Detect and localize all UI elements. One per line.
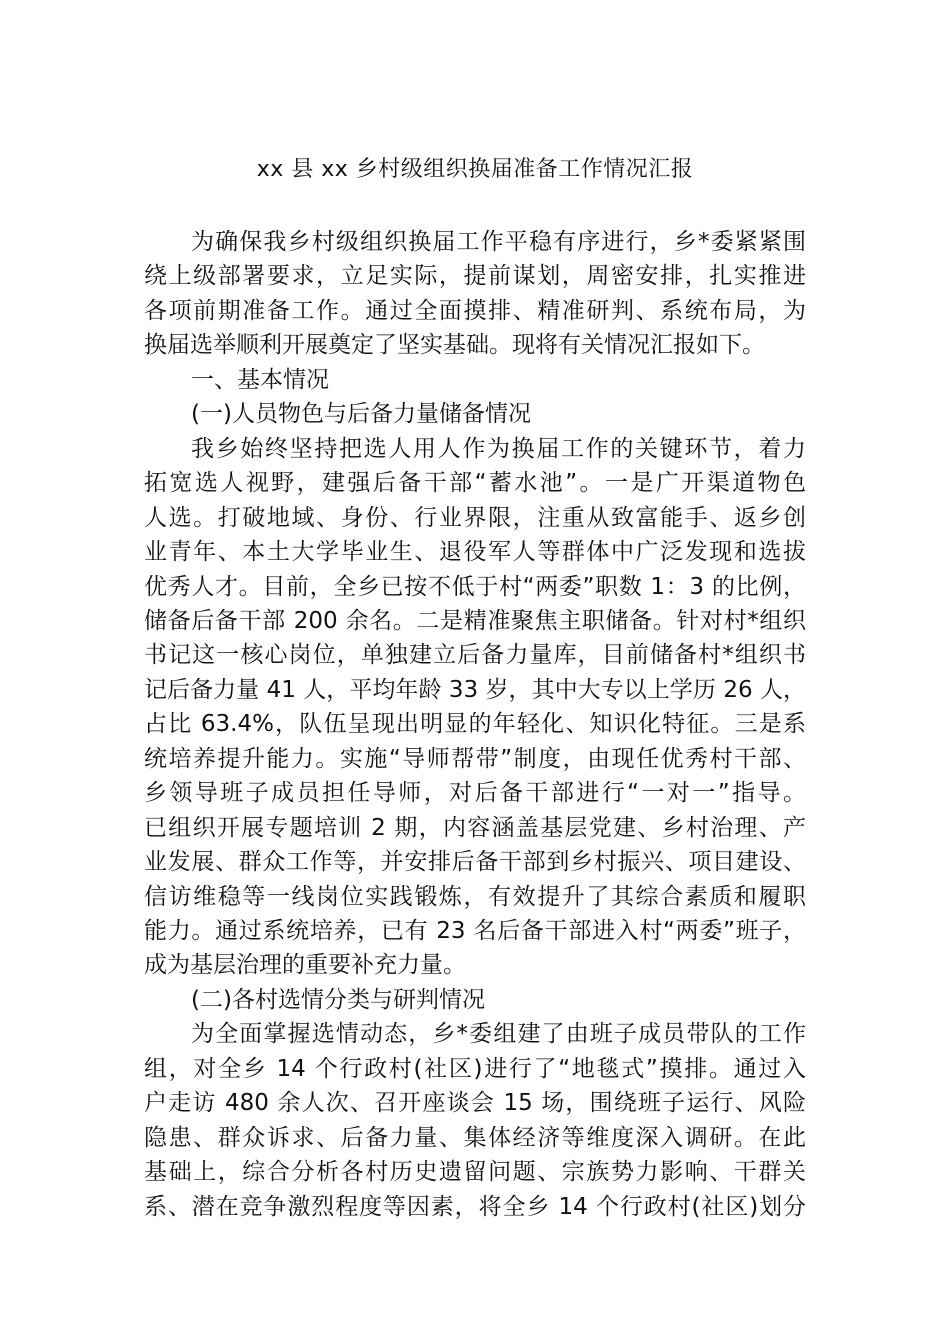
paragraph-line: 我乡始终坚持把选人用人作为换届工作的关键环节，着力 [191, 435, 806, 462]
paragraph-line: 隐患、群众诉求、后备力量、集体经济等维度深入调研。在此 [144, 1124, 806, 1151]
paragraph-line: 绕上级部署要求，立足实际，提前谋划，周密安排，扎实推进 [144, 263, 806, 290]
paragraph-line: 为确保我乡村级组织换届工作平稳有序进行，乡*委紧紧围 [191, 229, 806, 255]
paragraph-line: (一)人员物色与后备力量储备情况 [191, 401, 531, 428]
paragraph-line: 记后备力量 41 人，平均年龄 33 岁，其中大专以上学历 26 人， [144, 676, 806, 703]
paragraph-line: 拓宽选人视野，建强后备干部“蓄水池”。一是广开渠道物色 [144, 470, 806, 497]
paragraph-line: 优秀人才。目前，全乡已按不低于村“两委”职数 1：3 的比例， [144, 573, 806, 600]
paragraph-line: 信访维稳等一线岗位实践锻炼，有效提升了其综合素质和履职 [144, 883, 806, 910]
paragraph-line: 换届选举顺利开展奠定了坚实基础。现将有关情况汇报如下。 [144, 332, 765, 359]
paragraph-line: 占比 63.4%，队伍呈现出明显的年轻化、知识化特征。三是系 [144, 711, 806, 738]
paragraph-line: 书记这一核心岗位，单独建立后备力量库，目前储备村*组织书 [144, 642, 806, 669]
paragraph-line: 各项前期准备工作。通过全面摸排、精准研判、系统布局，为 [144, 297, 806, 324]
paragraph-line: 基础上，综合分析各村历史遗留问题、宗族势力影响、干群关 [144, 1159, 806, 1186]
document-title: xx 县 xx 乡村级组织换届准备工作情况汇报 [256, 157, 694, 182]
paragraph-line: 成为基层治理的重要补充力量。 [144, 952, 466, 979]
paragraph-line: 为全面掌握选情动态，乡*委组建了由班子成员带队的工作 [191, 1021, 806, 1048]
paragraph-line: (二)各村选情分类与研判情况 [191, 986, 485, 1013]
paragraph-line: 户走访 480 余人次、召开座谈会 15 场，围绕班子运行、风险 [144, 1090, 806, 1117]
paragraph-line: 业青年、本土大学毕业生、退役军人等群体中广泛发现和选拔 [144, 539, 806, 566]
paragraph-line: 能力。通过系统培养，已有 23 名后备干部进入村“两委”班子， [144, 918, 806, 944]
paragraph-line: 组，对全乡 14 个行政村(社区)进行了“地毯式”摸排。通过入 [144, 1055, 806, 1082]
paragraph-line: 储备后备干部 200 余名。二是精准聚焦主职储备。针对村*组织 [144, 607, 806, 634]
paragraph-line: 业发展、群众工作等，并安排后备干部到乡村振兴、项目建设、 [144, 849, 806, 876]
paragraph-line: 人选。打破地域、身份、行业界限，注重从致富能手、返乡创 [144, 504, 806, 531]
paragraph-line: 系、潜在竞争激烈程度等因素，将全乡 14 个行政村(社区)划分 [144, 1193, 806, 1220]
paragraph-line: 统培养提升能力。实施“导师帮带”制度，由现任优秀村干部、 [144, 745, 806, 772]
paragraph-line: 乡领导班子成员担任导师，对后备干部进行“一对一”指导。 [144, 780, 806, 807]
paragraph-line: 已组织开展专题培训 2 期，内容涵盖基层党建、乡村治理、产 [144, 814, 806, 841]
paragraph-line: 一、基本情况 [191, 366, 329, 393]
